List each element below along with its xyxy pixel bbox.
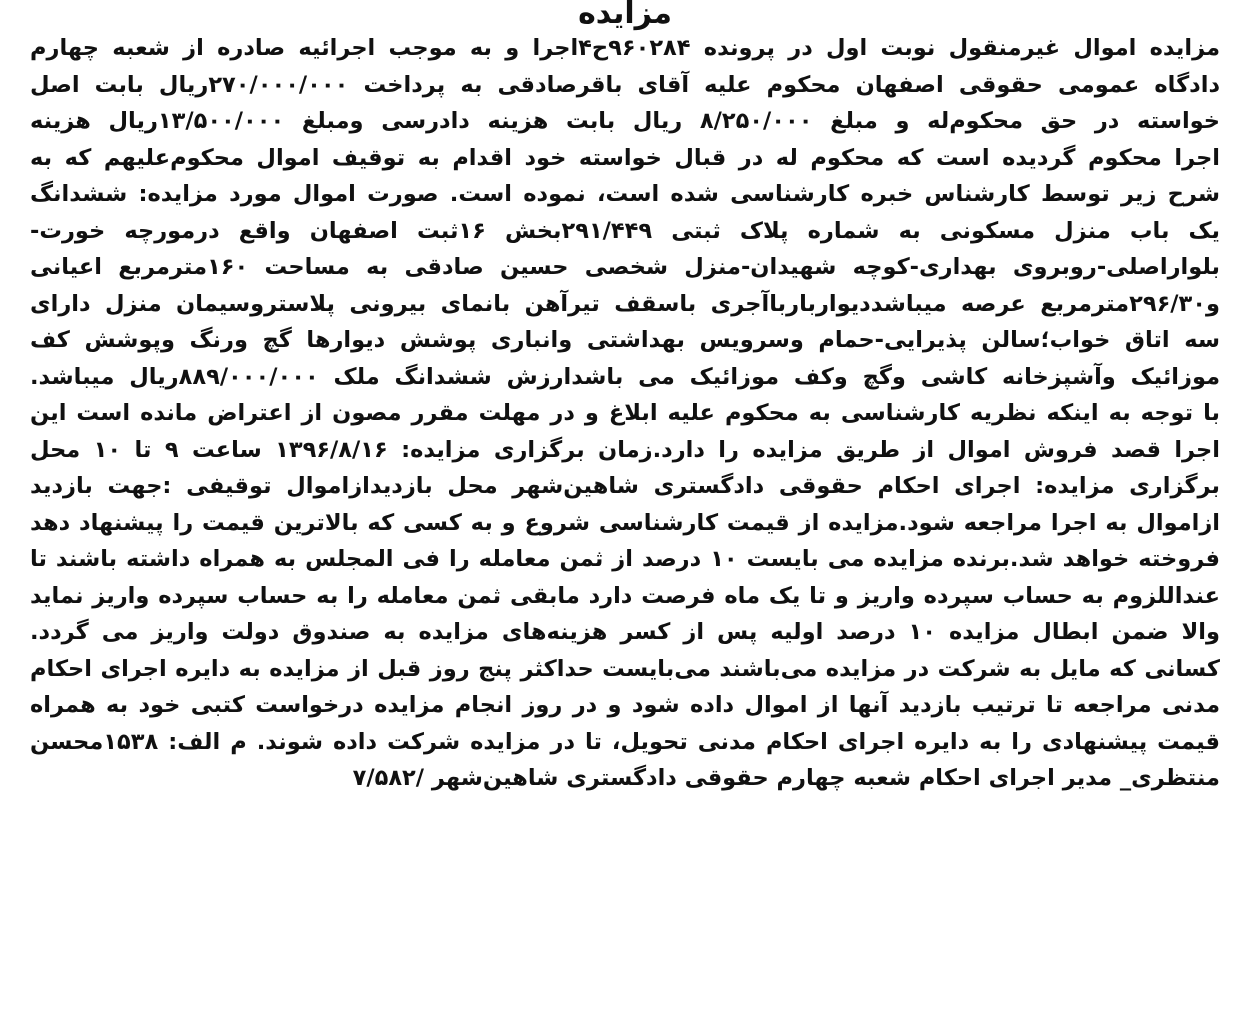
notice-line: موزائیک وآشپزخانه کاشی وگچ وکف موزائیک می باشدارزش ششدانگ ملک ۸۸۹/۰۰۰/۰۰۰ریال میباشد. [30, 363, 1220, 390]
notice-title: مزایده [578, 0, 672, 31]
notice-line: عنداللزوم به حساب سپرده واریز و تا یک ماه فرصت دارد مابقی ثمن معامله را به حساب سپرده واریز نماید [30, 582, 1220, 609]
notice-line: فروخته خواهد شد.برنده مزایده می بایست ۱۰ درصد از ثمن معامله را فی المجلس به همراه داشته باشند تا [30, 546, 1220, 572]
notice-line: برگزاری مزایده: اجرای احکام حقوقی دادگستری شاهین‌شهر محل بازدیدازاموال توقیفی :جهت بازدید [30, 473, 1220, 499]
notice-line: ازاموال به اجرا مراجعه شود.مزایده از قیمت کارشناسی شروع و به کسی که بالاترین قیمت را پیشنهاد دهد [30, 509, 1220, 536]
notice-line: اجرا محکوم گردیده است که محکوم له در قبال خواسته خود اقدام به توقیف اموال محکوم‌علیهم که به [30, 144, 1220, 171]
notice-line: مدنی مراجعه تا ترتیب بازدید آنها از اموال داده شود و در روز انجام مزایده درخواست کتبی خود به همراه [30, 692, 1220, 718]
notice-line: خواسته در حق محکوم‌له و مبلغ ۸/۲۵۰/۰۰۰ ریال بابت هزینه دادرسی ومبلغ ۱۳/۵۰۰/۰۰۰ریال هزینه [30, 108, 1220, 134]
notice-line: بلواراصلی-روبروی بهداری-کوچه شهیدان-منزل شخصی حسین صادقی به مساحت ۱۶۰مترمربع اعیانی [30, 254, 1220, 280]
notice-line: و۲۹۶/۳۰مترمربع عرصه میباشددیواربارباآجری باسقف تیرآهن بانمای بیرونی پلاستروسیمان منزل دارای [30, 290, 1220, 317]
notice-signature-line: منتظری_ مدیر اجرای احکام شعبه چهارم حقوقی دادگستری شاهین‌شهر /۷/۵۸۲ [352, 765, 1220, 791]
notice-line: اجرا قصد فروش اموال از طریق مزایده را دارد.زمان برگزاری مزایده: ۱۳۹۶/۸/۱۶ ساعت ۹ تا ۱۰ محل [30, 436, 1220, 463]
notice-line: قیمت پیشنهادی را به دایره اجرای احکام مدنی تحویل، تا در مزایده شرکت داده شوند. م الف: ۱۵۳۸محسن [30, 728, 1220, 755]
notice-line: والا ضمن ابطال مزایده ۱۰ درصد اولیه پس از کسر هزینه‌های مزایده به صندوق دولت واریز می گردد. [30, 619, 1220, 645]
notice-line: با توجه به اینکه نظریه کارشناسی به محکوم علیه ابلاغ و در مهلت مقرر مصون از اعتراض مانده است این [30, 400, 1220, 426]
notice-line: دادگاه عمومی حقوقی اصفهان محکوم علیه آقای باقرصادقی به پرداخت ۲۷۰/۰۰۰/۰۰۰ریال بابت اصل [30, 71, 1220, 98]
notice-line: سه اتاق خواب؛سالن پذیرایی-حمام وسرویس بهداشتی وانباری پوشش دیوارها گچ ورنگ وپوشش کف [30, 327, 1220, 353]
notice-line: مزایده اموال غیرمنقول نوبت اول در پرونده ۹۶۰۲۸۴ح۴اجرا و به موجب اجرائیه صادره از شعبه چهارم [30, 35, 1220, 61]
notice-line: یک باب منزل مسکونی به شماره پلاک ثبتی ۲۹۱/۴۴۹بخش ۱۶ثبت اصفهان واقع درمورچه خورت- [30, 217, 1220, 244]
notice-line: کسانی که مایل به شرکت در مزایده می‌باشند می‌بایست حداکثر پنج روز قبل از مزایده به دایره اجرای احکام [30, 655, 1220, 682]
notice-line: شرح زیر توسط کارشناس خبره کارشناسی شده است، نموده است. صورت اموال مورد مزایده: ششدانگ [30, 181, 1220, 207]
